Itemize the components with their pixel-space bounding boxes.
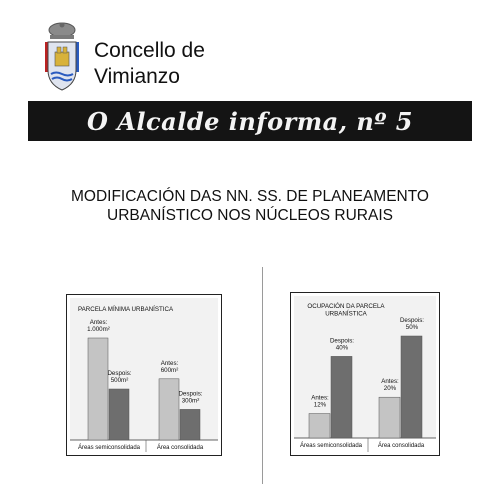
- bar: [401, 336, 422, 438]
- data-label: Despois: 50%: [399, 317, 425, 331]
- bar: [159, 379, 179, 440]
- bar: [180, 409, 200, 440]
- chart-title: PARCELA MÍNIMA URBANÍSTICA: [78, 306, 174, 313]
- data-label: Antes: 1.000m²: [87, 319, 110, 333]
- headline-line-2: URBANÍSTICO NOS NÚCLEOS RURAIS: [107, 207, 393, 224]
- column-divider: [262, 267, 263, 484]
- bar: [309, 414, 330, 438]
- data-label: Despois: 40%: [329, 337, 355, 352]
- chart-ocupacion-parcela: [290, 292, 440, 456]
- chart-title: OCUPACIÓN DA PARCELA URBANÍSTICA: [307, 303, 385, 318]
- headline-line-1: MODIFICACIÓN DAS NN. SS. DE PLANEAMENTO: [71, 188, 429, 205]
- chart-parcela-minima: [66, 294, 222, 456]
- data-label: Antes: 600m²: [160, 359, 179, 374]
- header: [40, 22, 480, 94]
- data-label: Antes: 20%: [381, 378, 399, 393]
- data-label: Antes: 12%: [311, 394, 329, 409]
- banner-title: O Alcalde informa, nº 5: [87, 106, 413, 136]
- bar: [379, 397, 400, 438]
- bar: [109, 389, 129, 440]
- data-label: Despois: 300m²: [178, 390, 203, 405]
- bar: [331, 356, 352, 438]
- category-label: Área consolidada: [156, 445, 204, 451]
- category-label: Área consolidada: [377, 443, 425, 449]
- category-label: Áreas semiconsolidada: [77, 445, 141, 451]
- organization-name: [94, 38, 205, 90]
- org-line-2: Vimianzo: [94, 65, 180, 88]
- headline: [20, 187, 480, 225]
- data-label: Despois: 500m²: [107, 370, 132, 384]
- org-line-1: Concello de: [94, 39, 205, 62]
- title-banner: [28, 101, 472, 141]
- municipal-coat-of-arms-icon: [40, 22, 84, 94]
- category-label: Áreas semiconsolidada: [299, 443, 363, 449]
- bar: [88, 338, 108, 440]
